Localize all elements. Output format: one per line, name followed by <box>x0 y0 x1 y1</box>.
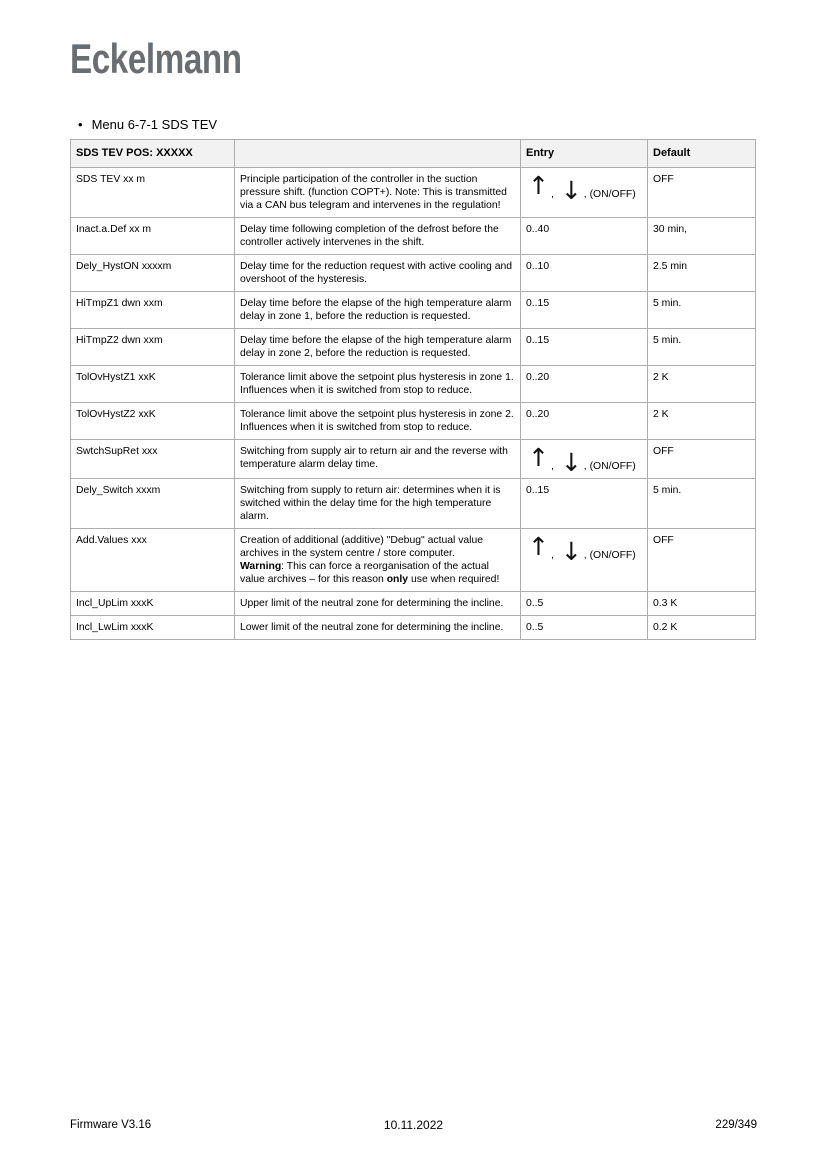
entry-cell: 0..15 <box>521 292 648 329</box>
table-row <box>71 592 756 616</box>
table-row <box>71 329 756 366</box>
footer-page-number: 229/349 <box>715 1119 757 1131</box>
description-cell: Delay time before the elapse of the high temperature alarm delay in zone 1, before the reduction is requested. <box>235 292 521 329</box>
param-name-cell: Incl_UpLim xxxK <box>71 592 235 616</box>
description-cell: Principle participation of the controller in the suction pressure shift. (function COPT+). Note: This is transmitted via a CAN bus telegram and intervenes in the regulation! <box>235 168 521 218</box>
table-row <box>71 366 756 403</box>
param-name-cell: SDS TEV xx m <box>71 168 235 218</box>
entry-separator: , <box>550 189 554 200</box>
bullet-icon: • <box>78 117 83 132</box>
default-value-cell: OFF <box>648 440 756 479</box>
sds-tev-parameters-table <box>70 139 756 640</box>
page-footer <box>70 1118 757 1132</box>
footer-date: 10.11.2022 <box>383 1118 444 1132</box>
default-value-cell: 30 min, <box>648 218 756 255</box>
entry-cell: 0..15 <box>521 479 648 529</box>
default-value-cell: 5 min. <box>648 292 756 329</box>
param-name-cell: HiTmpZ2 dwn xxm <box>71 329 235 366</box>
description-cell: Delay time following completion of the defrost before the controller actively intervenes in the shift. <box>235 218 521 255</box>
param-name-cell: Incl_LwLim xxxK <box>71 616 235 640</box>
description-cell: Switching from supply air to return air and the reverse with temperature alarm delay time. <box>235 440 521 479</box>
entry-cell <box>521 529 648 592</box>
entry-cell: 0..20 <box>521 403 648 440</box>
entry-separator: , <box>550 461 554 472</box>
default-value-cell: 2.5 min <box>648 255 756 292</box>
param-name-cell: Dely_HystON xxxxm <box>71 255 235 292</box>
default-value-cell: 5 min. <box>648 329 756 366</box>
table-row <box>71 440 756 479</box>
entry-onoff-label: , (ON/OFF) <box>583 461 636 472</box>
param-name-cell: TolOvHystZ1 xxK <box>71 366 235 403</box>
down-arrow-icon: ↓ <box>560 176 582 205</box>
default-value-cell: 2 K <box>648 403 756 440</box>
entry-cell: 0..20 <box>521 366 648 403</box>
param-name-cell: HiTmpZ1 dwn xxm <box>71 292 235 329</box>
param-name-cell: SwtchSupRet xxx <box>71 440 235 479</box>
entry-cell: 0..10 <box>521 255 648 292</box>
table-row <box>71 292 756 329</box>
description-cell: Delay time before the elapse of the high temperature alarm delay in zone 2, before the reduction is requested. <box>235 329 521 366</box>
menu-title: Menu 6-7-1 SDS TEV <box>91 117 218 132</box>
entry-onoff-label: , (ON/OFF) <box>583 550 636 561</box>
col-header-entry: Entry <box>521 140 648 168</box>
entry-cell <box>521 168 648 218</box>
down-arrow-icon: ↓ <box>560 448 582 477</box>
description-cell: Delay time for the reduction request with active cooling and overshoot of the hysteresis. <box>235 255 521 292</box>
table-row <box>71 218 756 255</box>
table-row <box>71 168 756 218</box>
footer-firmware-version: Firmware V3.16 <box>70 1119 152 1131</box>
up-arrow-icon: ↑ <box>528 443 549 472</box>
param-name-cell: TolOvHystZ2 xxK <box>71 403 235 440</box>
entry-cell: 0..5 <box>521 592 648 616</box>
description-cell: Lower limit of the neutral zone for determining the incline. <box>235 616 521 640</box>
entry-updown-keys <box>526 532 643 566</box>
up-arrow-icon: ↑ <box>528 171 549 200</box>
entry-updown-keys <box>526 443 643 477</box>
table-row <box>71 403 756 440</box>
description-cell: Switching from supply to return air: determines when it is switched within the delay time for the high temperature alarm. <box>235 479 521 529</box>
param-name-cell: Add.Values xxx <box>71 529 235 592</box>
menu-bullet-item <box>78 117 217 133</box>
eckelmann-logo: Eckelmann <box>70 35 242 82</box>
table-row <box>71 616 756 640</box>
description-cell: Creation of additional (additive) "Debug" actual value archives in the system centre / store computer. Warning: This can force a reorganisation of the actual value archives – for this reason only use when required! <box>235 529 521 592</box>
table-header-row <box>71 140 756 168</box>
default-value-cell: 0.3 K <box>648 592 756 616</box>
entry-cell <box>521 440 648 479</box>
entry-cell: 0..40 <box>521 218 648 255</box>
table-row <box>71 479 756 529</box>
down-arrow-icon: ↓ <box>560 537 582 566</box>
description-cell: Tolerance limit above the setpoint plus hysteresis in zone 2. Influences when it is switched from stop to reduce. <box>235 403 521 440</box>
default-value-cell: OFF <box>648 529 756 592</box>
entry-onoff-label: , (ON/OFF) <box>583 189 636 200</box>
default-value-cell: 5 min. <box>648 479 756 529</box>
entry-updown-keys <box>526 171 643 205</box>
description-cell: Tolerance limit above the setpoint plus hysteresis in zone 1. Influences when it is switched from stop to reduce. <box>235 366 521 403</box>
default-value-cell: OFF <box>648 168 756 218</box>
default-value-cell: 2 K <box>648 366 756 403</box>
table-row <box>71 529 756 592</box>
entry-separator: , <box>550 550 554 561</box>
up-arrow-icon: ↑ <box>528 532 549 561</box>
param-name-cell: Dely_Switch xxxm <box>71 479 235 529</box>
col-header-default: Default <box>648 140 756 168</box>
entry-cell: 0..5 <box>521 616 648 640</box>
description-cell: Upper limit of the neutral zone for determining the incline. <box>235 592 521 616</box>
table-row <box>71 255 756 292</box>
entry-cell: 0..15 <box>521 329 648 366</box>
col-header-pos: SDS TEV POS: XXXXX <box>71 140 235 168</box>
default-value-cell: 0.2 K <box>648 616 756 640</box>
col-header-description <box>235 140 521 168</box>
param-name-cell: Inact.a.Def xx m <box>71 218 235 255</box>
